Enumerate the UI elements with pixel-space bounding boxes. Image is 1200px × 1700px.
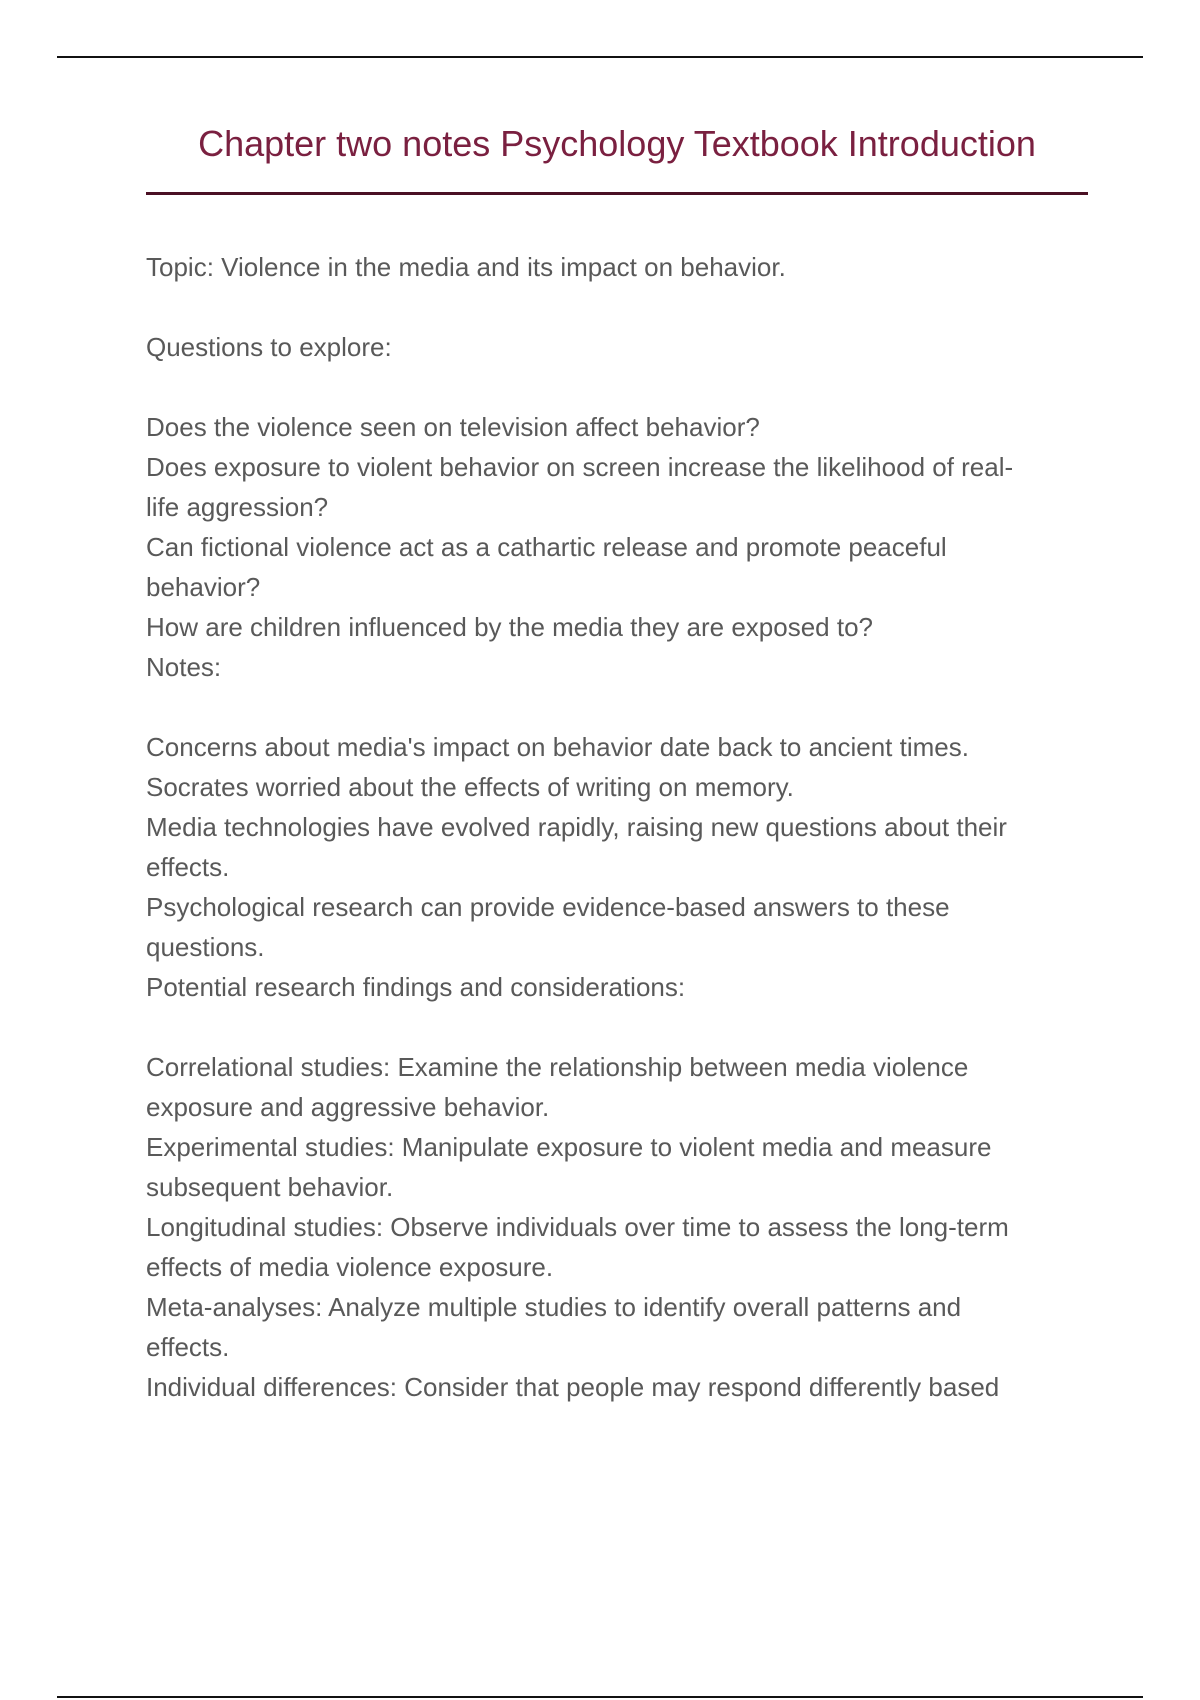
topic-line: Topic: Violence in the media and its impact on behavior. [146, 252, 786, 282]
title-underline [146, 192, 1088, 195]
note-line: effects. [146, 852, 230, 882]
finding-line: Longitudinal studies: Observe individuals over time to assess the long-term [146, 1212, 1009, 1242]
question-line: Can fictional violence act as a cathartic release and promote peaceful [146, 532, 947, 562]
finding-line: effects of media violence exposure. [146, 1252, 554, 1282]
note-line: Socrates worried about the effects of writing on memory. [146, 772, 794, 802]
question-line: How are children influenced by the media they are exposed to? [146, 612, 873, 642]
page-top-rule [57, 56, 1143, 58]
notes-heading: Notes: [146, 652, 222, 682]
note-line: questions. [146, 932, 265, 962]
page-bottom-rule [57, 1696, 1143, 1698]
note-line: Concerns about media's impact on behavior date back to ancient times. [146, 732, 969, 762]
finding-line: exposure and aggressive behavior. [146, 1092, 550, 1122]
document-body [146, 247, 1096, 1407]
finding-line: subsequent behavior. [146, 1172, 394, 1202]
finding-line: Experimental studies: Manipulate exposure to violent media and measure [146, 1132, 992, 1162]
findings-heading: Potential research findings and considerations: [146, 972, 686, 1002]
finding-line: effects. [146, 1332, 230, 1362]
finding-line: Individual differences: Consider that people may respond differently based [146, 1372, 1000, 1402]
note-line: Psychological research can provide evidence-based answers to these [146, 892, 950, 922]
question-line: Does exposure to violent behavior on screen increase the likelihood of real- [146, 452, 1014, 482]
finding-line: Correlational studies: Examine the relationship between media violence [146, 1052, 969, 1082]
note-line: Media technologies have evolved rapidly, raising new questions about their [146, 812, 1007, 842]
finding-line: Meta-analyses: Analyze multiple studies to identify overall patterns and [146, 1292, 962, 1322]
questions-heading: Questions to explore: [146, 332, 392, 362]
question-line: Does the violence seen on television affect behavior? [146, 412, 760, 442]
page-title: Chapter two notes Psychology Textbook Introduction [198, 123, 1036, 164]
question-line: life aggression? [146, 492, 329, 522]
question-line: behavior? [146, 572, 261, 602]
